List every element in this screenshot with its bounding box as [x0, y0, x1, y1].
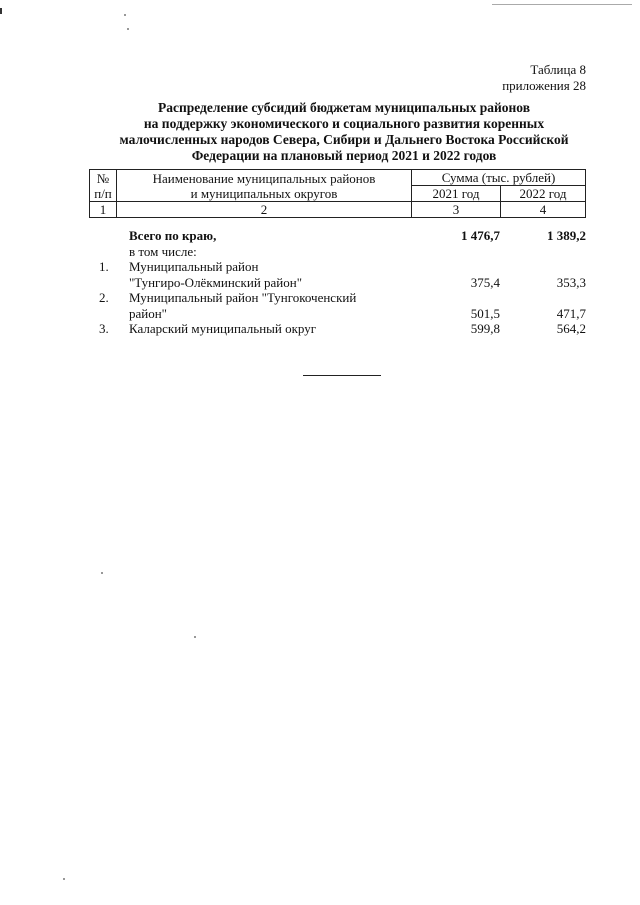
table-row — [89, 259, 586, 290]
header-name — [117, 170, 412, 202]
total-2022: 1 389,2 — [547, 228, 586, 243]
scan-speck — [127, 28, 129, 30]
title-line: Распределение субсидий бюджетам муниципальных районов — [157, 100, 531, 115]
total-row — [89, 228, 586, 244]
table-header — [89, 169, 586, 218]
header-text: № — [96, 170, 110, 186]
header-2022: 2022 год — [501, 186, 586, 202]
including-label: в том числе: — [129, 243, 197, 259]
col-number: 1 — [90, 202, 117, 218]
row-name-line: Муниципальный район "Тунгокоченский — [129, 290, 357, 305]
table-row — [89, 321, 586, 337]
total-2021: 1 476,7 — [461, 228, 500, 243]
row-name — [129, 259, 389, 290]
table-row — [89, 290, 586, 321]
row-name-line: Муниципальный район — [129, 259, 259, 274]
scan-speck — [63, 878, 65, 880]
scan-speck — [101, 572, 103, 574]
total-label: Всего по краю, — [129, 228, 217, 243]
header-number — [90, 170, 117, 202]
title-line: малочисленных народов Севера, Сибири и Дальнего Востока Российской — [119, 132, 569, 147]
title-line: Федерации на плановый период 2021 и 2022 годов — [191, 148, 497, 163]
row-2021: 599,8 — [470, 321, 500, 336]
scan-line — [492, 4, 632, 5]
scan-mark — [0, 8, 2, 14]
row-number: 1. — [99, 259, 109, 274]
table-label: Таблица 8 — [530, 62, 586, 77]
appendix-label: приложения 28 — [502, 78, 586, 93]
scan-speck — [124, 14, 126, 16]
row-2022: 564,2 — [556, 321, 586, 336]
row-name — [129, 290, 399, 321]
row-2021: 375,4 — [470, 274, 500, 290]
header-2021: 2021 год — [412, 186, 501, 202]
row-name-line: район" — [129, 305, 167, 321]
end-separator — [303, 375, 381, 376]
header-sum: Сумма (тыс. рублей) — [412, 170, 586, 186]
row-name — [129, 321, 389, 337]
col-number: 4 — [501, 202, 586, 218]
col-number: 2 — [117, 202, 412, 218]
table-body — [89, 228, 586, 337]
row-2022: 353,3 — [556, 274, 586, 290]
row-name-line: "Тунгиро-Олёкминский район" — [129, 274, 303, 290]
row-2022: 471,7 — [556, 305, 586, 321]
table-reference — [502, 62, 586, 94]
scan-speck — [194, 636, 196, 638]
row-2021: 501,5 — [470, 305, 500, 321]
including-row — [89, 244, 586, 260]
header-text: Наименование муниципальных районов — [152, 170, 376, 186]
row-number: 3. — [99, 321, 109, 336]
row-number: 2. — [99, 290, 109, 305]
col-number: 3 — [412, 202, 501, 218]
row-name-line: Каларский муниципальный округ — [129, 321, 317, 336]
document-title — [96, 100, 592, 164]
title-line: на поддержку экономического и социального развития коренных — [143, 116, 545, 131]
header-text: п/п — [94, 185, 112, 201]
header-text: и муниципальных округов — [190, 185, 338, 201]
